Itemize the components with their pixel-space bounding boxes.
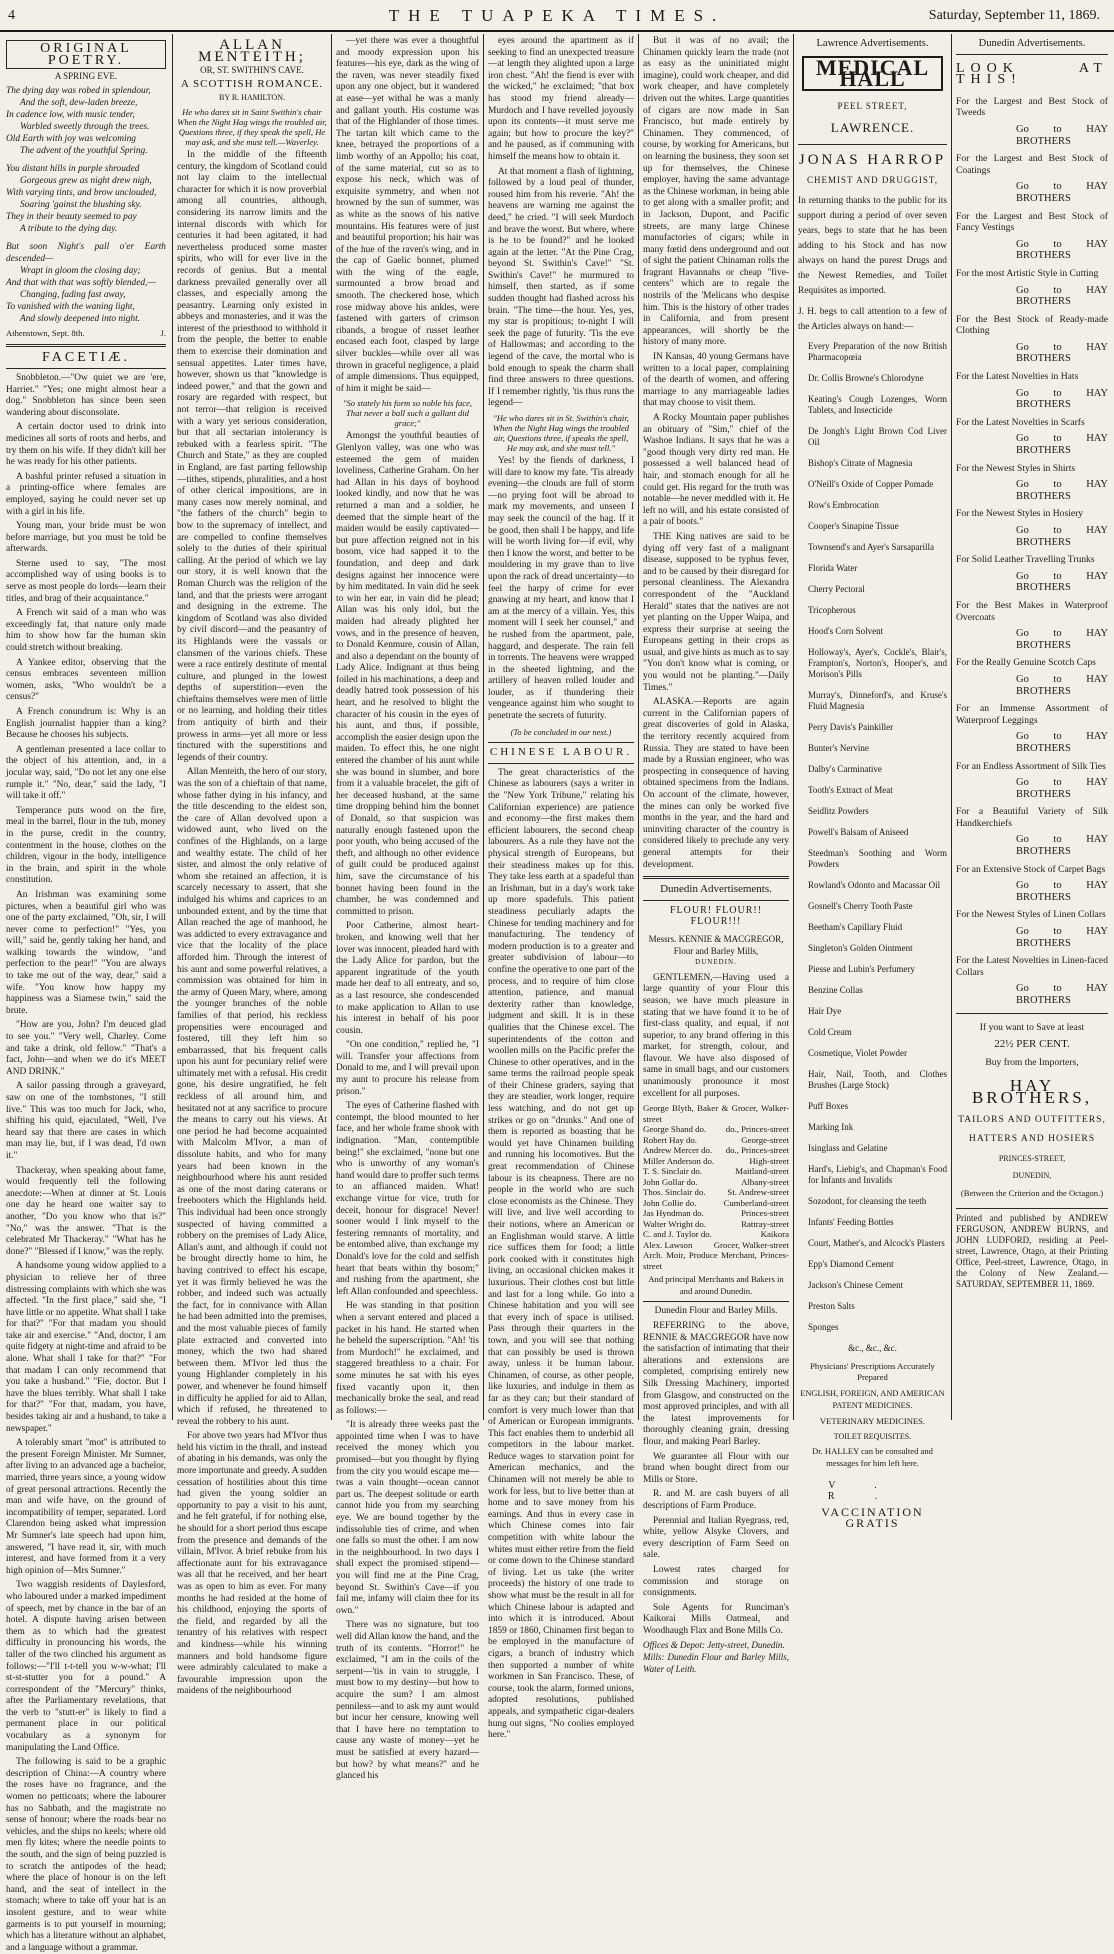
signer-row bbox=[643, 1177, 789, 1188]
referring-text: REFERRING to the above, RENNIE & MACGREGOR have now the satisfaction of intimating that their alterations and extensions are completed, comprising entirely new Silk Dressing Machinery, imported from Glasgow, and constructed on the most approved principles, and with all the latest improvements for thoroughly cleaning grain, dressing flour, and making Pearl Barley. bbox=[643, 1321, 789, 1447]
article-paragraph: Yes! by the fiends of darkness, I will dare to know my fate. 'Tis already evening—the clouds are full of storm—no prying foot will be abroad to mark my movements, and unseen I may seek the council of the hag. If it be good, then shall I be happy, and life will be worth living for—if evil, why then I know the worst, and better to be mouldering in my grave than to live upon the rack of dread uncertainty—to feel the harpy of crime for ever gnawing at my heart, and know that I am at the mercy of a villain. Yes, this moment will I seek her counsel," and he rushed from the apartment, pale, haggard, and desperate. The rain fell in torrents. The heavens were wrapped in the sheeted lightning, and the artillery of heaven rolled louder and louder, as if thundering their vengeance against him who sought to penetrate the secrets of futurity. bbox=[488, 456, 634, 722]
principal-merchants: And principal Merchants and Bakers in and around Dunedin. bbox=[648, 1274, 784, 1296]
story-kind: A SCOTTISH ROMANCE. bbox=[180, 77, 324, 90]
medicine-item: Beetham's Capillary Fluid bbox=[808, 922, 903, 933]
toilet-requisites: TOILET REQUISITES. bbox=[833, 1431, 912, 1441]
article-paragraph: Allan Menteith, the hero of our story, was the son of a chieftain of that name, whose father dying in his infancy, and the title descending to the eldest son, the care of Allan devolved upon a widowed aunt, who lived on the confines of the Highlands, on a large and wealthy estate. The child of her sister, and almost the only relative of whom she retained an affection, it is scarcely necessary to assert, that she indulged his whims and caprices to an unbounded extent, and by the time that Allan reached the age of manhood, he was addicted to every extravagance and vice that the locality of the place afforded him. Through the interest of his aunt and some powerful relatives, a commission was obtained for him in the army of Queen Mary, where, among the younger branches of the noble families of that period, his reckless propensities were encouraged and fostered, till they left him so embarrassed, that his frequent calls upon his aunt for pecuniary relief were ultimately met with a refusal. His credit gone, his desire ungratified, he felt reckless of all around him, and hesitated not at any sacrifice to procure the means to carry out his views. At one period he had become acquainted with Malcolm M'Ivor, a man of dissolute habits, and who for many years had been known in the neighbourhood where his aunt resided as one of the most daring caterans or freebooters which the Highlands held. This individual had been once strongly suspected of having committed a robbery on the premises of Lady Alice, Allan's aunt, and although if could not be brought directly home to him, he having contrived to effect his escape, yet it was firmly believed he was the robber, and indeed such was actually the fact, for in connivance with Allan he had been admitted into the premises, and the most valuable pieces of family plate extracted and converted into money, which the two had shared between them. M'Ivor led thus the young Highlander completely in his power, and whenever he found himself in difficulty he applied for aid to Allan, which if refused, he threatened to reveal the robbery to his aunt. bbox=[177, 767, 327, 1427]
article-paragraph: Two waggish residents of Daylesford, who laboured under a marked impediment of speech, met by chance in the bar of an hotel. A dispute having arisen between them as to which had the greatest difficulty in pronouncing his words, the taller of the two clinched his argument as follows:—"I'll t-t-tell you w-w-what; I'll st-st-stutter you for a pound." A correspondent of the "Mercury" thinks, after the Parliamentary revelations, that the verb to "stutt-er" is likely to find a permanent place in our political vocabulary as a synonym for manipulating the Land Office. bbox=[6, 1580, 166, 1753]
hay-item-text: For the Best Stock of Ready-made Clothing bbox=[956, 313, 1108, 337]
poem-signature bbox=[6, 328, 166, 340]
hay-item-text: For the Newest Styles in Hosiery bbox=[956, 508, 1084, 520]
hay-item-text: For a Beautiful Variety of Silk Handkerchiefs bbox=[956, 806, 1108, 829]
rates-text: Lowest rates charged for commission and storage on consignments. bbox=[643, 1564, 789, 1599]
signer-street: do., Princes-street bbox=[725, 1124, 789, 1135]
medicine-item: O'Neill's Oxide of Copper Pomade bbox=[808, 479, 934, 490]
flour-headline: FLOUR! FLOUR!! FLOUR!!! bbox=[669, 904, 763, 928]
medicine-item: Cooper's Sinapine Tissue bbox=[808, 521, 899, 532]
hay-go-line: Go to HAY BROTHERS bbox=[1016, 181, 1108, 204]
doctor-note: Dr. HALLEY can be consulted and messages for him left here. bbox=[812, 1446, 933, 1468]
article-paragraph: A bashful printer refused a situation in a printing-office where females are employed, saying he could never set up with a girl in his life. bbox=[6, 471, 166, 517]
poem-line: Changing, fading fast away, bbox=[20, 289, 126, 300]
column-story-chinese-labour bbox=[488, 36, 634, 1741]
article-paragraph: There was no signature, but too well did Allan know the hand, and the truth of its contents. "Horror!" he exclaimed, "I am in the coils of the serpent—'tis in vain to struggle, I must bow to my destiny—but how to acquire the sum? I am almost penniless—and to ask my aunt would but incur her censure, knowing well that I have here no temptation to cause any waste of money—yet he must be satisfied at every hazard—but how? by what means?" and he glanced his bbox=[336, 1620, 479, 1782]
hay-item bbox=[956, 417, 1108, 457]
hay-item bbox=[956, 703, 1108, 754]
hay-item bbox=[956, 600, 1108, 651]
medicine-item: Cold Cream bbox=[808, 1027, 852, 1038]
column-news-dunedin bbox=[643, 36, 789, 1674]
hay-item-text: For the Largest and Best Stock of Coatings bbox=[956, 153, 1108, 176]
medicine-item: Jackson's Chinese Cement bbox=[808, 1280, 904, 1291]
firm-city: DUNEDIN. bbox=[695, 958, 737, 967]
agents-text: Sole Agents for Runciman's Kaikorai Mills Oatmeal, and Woodhaugh Flax and Bone Mills Co. bbox=[643, 1602, 789, 1636]
shop-street: PEEL STREET, bbox=[837, 100, 908, 111]
column-rule bbox=[793, 34, 794, 1420]
article-paragraph: The great characteristics of the Chinese as labourers (says a writer in the "New York Tribune," relating his Californian experience) are patience and economy—the first makes them efficient labourers, the second cheap labourers. As a rule they have not the physical strength of Europeans, but their steadiness makes up for this. They take less earth at a spadeful than an Irishman, but in a day's work take up more spadefuls. This patient steadiness peculiarly adapts the Chinese for tending machinery and for manufacturing. The tendency of modern production is to a greater and greater subdivision of labour—to confine the operative to one part of the process, and to require of him close attention, patience, and manual dexterity rather than knowledge, judgment and skill. It is in these qualities that the Chinese excel. The superintendents of the cotton and woollen mills on the Pacific prefer the Chinese to other operatives, and in the same terms the railroad people speak of their Chinese graders, saying that they are steadier, work longer, require less watching, and do not get up strikes or go on "drunks." And one of them is reported as boasting that he would yet have Chinamen building and running his locomotives. But the great recommendation of Chinese labour is its cheapness. There are no people in the world who are such close economists as the Chinese. They will live, and live well according to their notions, where an American or an Englishman would starve. A little rice suffices them for food; a little pork cooked with it constitutes high living, an occasional chicken makes it luxurious. Their clothes cost but little and last for a long while. Go into a Chinese habitation and you will see that every inch of space is utilised. Pass through their quarters in the town, and you will see that nothing that can possibly be used is thrown away, unless it be human labour. Chinamen, of course, as other people, like luxuries, and indulge in them as far as they can; but their standard of comfort is very much lower than that of American or European immigrants. This fact enables them to underbid all competitors in the labour market. Reduce wages to starvation point for American mechanics, and the Chinamen will not merely be able to work for less, but to live better than at home and to save money from his earnings. And thus in every case in which Chinese comes into fair competition with white labour the whites must either retire from the field or come down to the Chinese standard of living. Let us take (the writer proceeds) the history of one trade to show what must be the result in all for which Chinese labour is adapted and into which it is introduced. About 1859 or 1860, Chinamen first began to be employed in the manufacture of cigars, a branch of industry which then supported a number of white workmen in San Francisco. These, of course, took the alarm, formed unions, adopted resolutions, published appeals, and sympathetic cigar-dealers hung out signs, "No coolies employed here." bbox=[488, 767, 634, 1741]
signer-name: Robert Hay do. bbox=[643, 1134, 697, 1145]
poem-line: With varying tints, and brow unclouded, bbox=[6, 187, 157, 198]
percent-line: 22½ PER CENT. bbox=[994, 1038, 1070, 1051]
signers-list bbox=[643, 1103, 789, 1271]
hay-go-line: Go to HAY BROTHERS bbox=[1016, 731, 1108, 754]
buy-line: Buy from the Importers, bbox=[985, 1056, 1079, 1068]
medicine-item: Dalby's Carminative bbox=[808, 764, 882, 775]
lawrence-ads-heading: Lawrence Advertisements. bbox=[816, 38, 929, 49]
article-paragraph: Snobbleton.—"Ow quiet we are 'ere, Harriet." "Yes; one might almost hear a dog." Snobbleton has since been seen wandering about disconsolate. bbox=[6, 372, 166, 418]
hay-item bbox=[956, 96, 1108, 147]
medicine-item: Steedman's Soothing and Worm Powders bbox=[808, 848, 947, 870]
divider bbox=[956, 54, 1108, 55]
divider bbox=[643, 876, 789, 879]
seed-text: Perennial and Italian Ryegrass, red, white, yellow Alsyke Clovers, and every description of Farm Seed on sale. bbox=[643, 1515, 789, 1561]
hay-item bbox=[956, 657, 1108, 697]
medicine-item: Florida Water bbox=[808, 563, 858, 574]
hay-item bbox=[956, 153, 1108, 204]
article-paragraph: IN Kansas, 40 young Germans have written to a local paper, complaining of the dearth of women, and offering marriage to any marriageable ladies that may choose to visit them. bbox=[643, 352, 789, 409]
signer-name: C. and J. Taylor do. bbox=[643, 1229, 712, 1240]
look-headline: LOOK AT THIS! bbox=[956, 60, 1108, 88]
article-paragraph: Poor Catherine, almost heart-broken, and knowing well that her lover was innocent, pleaded hard with the Lady Alice for pardon, but the apparent ingratitude of the youth made her deaf to all entreaty, and so, as a last resource, she condescended to make application to Allan to use his interest in behalf of his poor cousin. bbox=[336, 921, 479, 1036]
hay-item-text: For the Newest Styles of Linen Collars bbox=[956, 909, 1106, 921]
medicine-item: Row's Embrocation bbox=[808, 500, 879, 511]
etc-line: &c., &c., &c. bbox=[848, 1343, 897, 1354]
medicine-item: Hood's Corn Solvent bbox=[808, 626, 884, 637]
hay-item bbox=[956, 268, 1108, 308]
medicine-item: Holloway's, Ayer's, Cockle's, Blair's, Frampton's, Norton's, Hooper's, and Morison's Pills bbox=[808, 647, 947, 680]
story-subtitle: OR, ST. SWITHIN'S CAVE. bbox=[200, 65, 304, 76]
column-medical-hall bbox=[798, 36, 947, 1531]
legend-verse: "He who dares sit in St. Swithin's chair, When the Night Hag wings the troubled air, Questions three, if speaks the spell, He may ask, and she must tell." bbox=[492, 413, 630, 453]
hay-go-line: Go to HAY BROTHERS bbox=[1016, 880, 1108, 903]
medicine-item: Rowland's Odonto and Macassar Oil bbox=[808, 880, 941, 891]
poem-line: The dying day was robed in splendour, bbox=[6, 85, 151, 96]
office-address: Offices & Depot: Jetty-street, Dunedin. bbox=[643, 1640, 785, 1651]
poem-line: And slowly deepened into night. bbox=[20, 313, 141, 324]
hay-go-line: Go to HAY BROTHERS bbox=[1016, 433, 1108, 457]
hay-item bbox=[956, 371, 1108, 411]
medicine-item: Gosnell's Cherry Tooth Paste bbox=[808, 901, 913, 912]
article-paragraph: Thackeray, when speaking about fame, would frequently tell the following anecdote:—When at dinner at St. Louis one day he heard one waiter say to another, "Do you know who that is?" "No," was the answer. "That is the celebrated Mr Thackeray." "What has he done?" "Blessed if I know," was the reply. bbox=[6, 1165, 166, 1257]
signer-name: John Collie do. bbox=[643, 1197, 697, 1208]
hay-item-text: For the Latest Novelties in Scarfs bbox=[956, 416, 1085, 428]
printer-imprint: Printed and published by ANDREW FERGUSON, ANDREW BURNS, and JOHN LUDFORD, residing at Peel-street, Lawrence, Otago, at their Printing Office, Peel-street, Lawrence, Otago, in the Colony of New Zealand.— SATURDAY, SEPTEMBER 11, 1869. bbox=[956, 1208, 1108, 1290]
column-rule bbox=[951, 34, 952, 1420]
signer-row bbox=[643, 1198, 789, 1209]
article-paragraph: "How are you, John? I'm deuced glad to see you." "Very well, Charley. Come and take a drink, old fellow." "That's a fact, John—and when we do it's MEET AND DRINK." bbox=[6, 1020, 166, 1077]
poem-place: Athenstown, Sept. 8th. bbox=[6, 327, 85, 338]
story-motto: He who dares sit in Saint Swithin's chair When the Night Hag wings the troubled air, Questions three, if they speak the spell, He may ask, and she must tell.—Waverley. bbox=[177, 106, 327, 147]
story-verse: "So stately his form so noble his face, That never a ball such a gallant did grace;" bbox=[342, 398, 473, 429]
article-paragraph: Young man, your bride must be won before marriage, but you must be told be afterwards. bbox=[6, 521, 166, 555]
signer-street: Rattray-street bbox=[741, 1218, 789, 1229]
hay-go-line: Go to HAY BROTHERS bbox=[1016, 479, 1108, 502]
prescriptions-line: Physicians' Prescriptions Accurately Prepared bbox=[810, 1360, 935, 1383]
hay-item bbox=[956, 554, 1108, 594]
signer-street: Grocer, Walker-street bbox=[713, 1239, 789, 1250]
tailors-line: TAILORS AND OUTFITTERS, bbox=[958, 1113, 1106, 1125]
signer-name: Thos. Sinclair do. bbox=[643, 1187, 706, 1198]
medicine-item: Townsend's and Ayer's Sarsaparilla bbox=[808, 542, 935, 553]
signer-row bbox=[643, 1145, 789, 1156]
hay-item-text: For an Immense Assortment of Waterproof Leggings bbox=[956, 703, 1108, 726]
divider bbox=[798, 144, 947, 145]
divider bbox=[643, 900, 789, 901]
hay-item bbox=[956, 864, 1108, 904]
hay-item bbox=[956, 761, 1108, 801]
medicine-item: Dr. Collis Browne's Chlorodyne bbox=[808, 373, 924, 384]
hay-item bbox=[956, 909, 1108, 949]
poem-line: Warbled sweetly through the trees. bbox=[20, 121, 150, 132]
medicine-item: Tooth's Extract of Meat bbox=[808, 785, 893, 796]
cash-text: R. and M. are cash buyers of all descriptions of Farm Produce. bbox=[643, 1489, 789, 1511]
column-rule bbox=[331, 34, 332, 1420]
hay-go-line: Go to HAY BROTHERS bbox=[1016, 238, 1108, 262]
shop-town: LAWRENCE. bbox=[830, 120, 915, 136]
medicine-item: Keating's Cough Lozenges, Worm Tablets, and Insecticide bbox=[808, 394, 947, 416]
medical-hall-intro: In returning thanks to the public for its support during a period of over seven years, begs to state that he has been adding to his Stock and has now always on hand the purest Drugs and the Newest Remedies, and Toilet Requisites as imported. bbox=[798, 196, 947, 297]
medical-hall-banner: MEDICAL HALL bbox=[802, 56, 943, 91]
hay-item-text: For the Really Genuine Scotch Caps bbox=[956, 657, 1096, 669]
signer-street: High-street bbox=[749, 1155, 789, 1166]
signer-name: Jas Hyndman do. bbox=[643, 1208, 704, 1219]
signer-street: Kaikora bbox=[760, 1229, 789, 1240]
news-paragraphs bbox=[643, 36, 789, 871]
signer-row bbox=[643, 1187, 789, 1198]
column-rule bbox=[172, 34, 173, 1420]
column-rule bbox=[483, 34, 484, 1420]
medicine-item: Bunter's Nervine bbox=[808, 743, 869, 754]
section-heading-poetry: ORIGINAL POETRY. bbox=[6, 40, 166, 69]
signer-row bbox=[643, 1250, 789, 1271]
signer-name: John Gollar do. bbox=[643, 1176, 698, 1187]
article-paragraph: A French wit said of a man who was exceedingly fat, that nature only made him to show how far the human skin could stretch without breaking. bbox=[6, 608, 166, 654]
divider bbox=[6, 344, 166, 347]
medicine-item: Singleton's Golden Ointment bbox=[808, 943, 913, 954]
article-paragraph: THE King natives are said to be dying off very fast of a malignant disease, supposed to be typhus fever, and to be caused by their disregard for personal cleanliness. The Alexandra correspondent of the "Auckland Herald" states that the natives are not yet planting on the Upper Waipa, and express their surprise at seeing the Europeans getting in their crops as usual, and give hints as much as to say "You don't know what is coming, or you would not be planting."—Daily Times." bbox=[643, 531, 789, 693]
medicine-item: Seidlitz Powders bbox=[808, 806, 869, 817]
story-end-paragraphs bbox=[488, 36, 634, 723]
article-paragraph: "It is already three weeks past the appointed time when I was to have received the money which you promised—but you thought by flying from the city you would escape me—twas a vain thought—ocean cannot part us. The deepest solitude or earth cannot hide you from my searching eye. We are bound together by the indissoluble ties of crime, and when one falls so must the other. I am now in the neighbourhood. In two days I shall expect the promised stipend—you will find me at the Pine Crag, beyond St. Swithin's Cave—if you fail me, infamy will claim thee for its own." bbox=[336, 1420, 479, 1616]
hatters-line: HATTERS AND HOSIERS bbox=[968, 1133, 1096, 1145]
signer-name: Walter Wright do. bbox=[643, 1218, 707, 1229]
poem-line: And the soft, dew-laden breeze, bbox=[20, 97, 138, 108]
signer-street: Cumberland-street bbox=[723, 1197, 789, 1208]
story-continued-paragraphs bbox=[336, 36, 479, 1783]
medicine-item: Cosmetique, Violet Powder bbox=[808, 1048, 908, 1059]
signer-name: Andrew Mercer do. bbox=[643, 1145, 713, 1156]
article-paragraph: A handsome young widow applied to a physician to relieve her of three distressing complaints with which she was affected. "In the first place," said she, "I have little or no appetite. What shall I take for that?" "For that madam you should take air and exercise." "And, doctor, I am quite fidgety at night-time and afraid to be alone. What shall I take for that?" "For that madam I can only recommend that you take a husband." "Fie, doctor. But I have the blues terribly. What shall I take for that?" "For that, madam, you have, besides taking air and a husband, to take a newspaper." bbox=[6, 1261, 166, 1434]
hay-item bbox=[956, 314, 1108, 365]
signer-street: St. Andrew-street bbox=[727, 1187, 789, 1198]
medicine-item: Every Preparation of the now British Pharmacopœia bbox=[808, 341, 947, 363]
article-paragraph: eyes around the apartment as if seeking to find an unexpected treasure—at length they alighted upon a large iron chest. "Ah! the fiend is ever with the wicked," he exclaimed; "that box has stood my friend already—Murdoch and I have revelled joyously upon its contents—it must serve me again; but how to procure the key?" and he paused, as if communing with himself the means how to obtain it. bbox=[488, 36, 634, 162]
royal-cipher: V. R. bbox=[827, 1479, 918, 1503]
hay-item-text: For the Largest and Best Stock of Fancy Vestings bbox=[956, 210, 1108, 234]
article-paragraph: But it was of no avail; the Chinamen quickly learn the trade (not as easy as the uninitiated might imagine), could work cheaper, and did work cheaper, and have completely driven out the whites. Large quantities of cigars are now made in San Francisco, but made entirely by Chinamen. They commenced, of course, by working for Americans, but on learning the business, they soon set up for themselves, the Chinese employer, having the same advantage as the Chinese workman, in being able to get along with a smaller profit; and in Jackson, Dupont, and Pacific streets, are many large Chinese manufactories of cigars; while in many fœtid dens underground and out of sight the patient Chinaman rolls the fragrant Havannahs or cheap "five-centers" which are to regale the nostrils of the 'Melicans who despise him. This is the history of other trades in California, and from present appearances, will shortly be the history of many more. bbox=[643, 36, 789, 348]
hay-go-line: Go to HAY BROTHERS bbox=[1016, 983, 1108, 1006]
divider bbox=[488, 742, 634, 743]
article-paragraph: In the middle of the fifteenth century, the kingdom of Scotland could not lay claim to the intellectual character for which it is now proverbial among all countries, although, considering its narrow limits and the internal discords with which for centuries it had been agitated, it had nevertheless produced some master spirits, who will for ever live in the records of genius. But a mental darkness prevailed generally over all classes, and especially among the peasantry. Learning only existed in abbeys and monasteries, and it was the interest of the priesthood to withhold it from the people, the better to enable them to exercise their domination and sensual appetites. Later times have, however, shown us that "knowledge is indeed power," and that the gown and rosary are regarded with respect, but not terror—that religion is received with a wary yet serious consideration, but that all sectarian intolerancy is rebuked with a fearless spirit. "The Church and State," as they are coupled in England, are fast parting fellowship—tithes, stipends, pluralities, and a host of other clerical impositions, are in many cases now merely nominal, and "the fathers of the church" begin to bow to the supremacy of intellect, and are compelled to confine themselves solely to the duties of their spiritual calling. At the period of which we lay our story, it is well known that the Roman Church was the religion of the land, and that the priests were arrogant and designing in the extreme. The kingdom of Scotland was also divided by civil discord—and the peasantry of its Highlands were the vassals or clansmen of the various chiefs. These were a race entirely destitute of mental culture, and plunged in the lowest depths of superstition—even the chieftains themselves were men of little or no learning, and holding their titles from antiquity of birth and their prowess in arms—yet all more or less tinctured with the superstitions and legends of their country. bbox=[177, 149, 327, 763]
medical-hall-call: J. H. begs to call attention to a few of the Articles always on hand:— bbox=[798, 307, 947, 333]
poem-line: Wrapt in gloom the closing day; bbox=[20, 265, 141, 276]
chinese-labour-heading: CHINESE LABOUR. bbox=[489, 746, 633, 759]
hay-go-line: Go to HAY BROTHERS bbox=[1016, 525, 1108, 548]
signer-street: Albany-street bbox=[741, 1176, 789, 1187]
poem-line: The advent of the youthful Spring. bbox=[20, 145, 148, 156]
signer-row bbox=[643, 1135, 789, 1146]
story-author: BY R. HAMILTON. bbox=[219, 93, 285, 103]
article-paragraph: "On one condition," replied he, "I will. Transfer your affections from Donald to me, and I will prevail upon my aunt to procure his release from prison." bbox=[336, 1040, 479, 1097]
hay-item-text: For the most Artistic Style in Cutting bbox=[956, 267, 1099, 279]
article-paragraph: At that moment a flash of lightning, followed by a loud peal of thunder, roused him from his reverie. "Ah! the heavens are warning me against the deed," he cried. "I will seek Murdoch and brave the worst. But where, where is he to be found?" and he looked again at the letter. "At the Pine Crag, beyond St. Swithin's Cave!" "St. Swithin's Cave!" he murmured to himself, then started, as if some sudden thought had flashed across his brain. "The time—the hour. Yes, yes, my star is propitious; to-night I will seek the page of futurity. 'Tis the eve of Hallowmas; and according to the legend of the cave, the mortal who is bold enough to speak the charm shall find three answers to three questions. If I remember rightly, 'tis thus runs the legend— bbox=[488, 166, 634, 409]
mills-heading: Dunedin Flour and Barley Mills. bbox=[654, 1306, 778, 1317]
article-paragraph: —yet there was ever a thoughtful and moody expression upon his features—his eye, dark as the wing of the raven, was never steadily fixed upon any one object, but it wandered at ease—yet withal he was a manly and gallant youth. His costume was that of the Highlander of those times. The tartan kilt which came to the knee, betrayed the proportions of a limb worthy of an Appollo; his coat, of the same material, cut so as to expose his neck, which was of exquisite symmetry, and when not browned by the sun of summer, was as white as the snows of his native mountains. His features were of just and beautiful proportion; his hair was of the hue of the raven's wing, and in the cap of Gaelic bonnet, plumed with the wing of the eagle, surmounted a brow broad and smooth. The checkered hose, which rose midway above his ankles, were fastened with garters of crimson ribands, a brogue of russet leather encased each foot, clasped by large silver buckles—while over all was thrown in graceful negligence, a plaid of ample dimensions. Thus equipped, of him it might be said— bbox=[336, 36, 479, 394]
proprietor-trade: CHEMIST AND DRUGGIST, bbox=[807, 174, 938, 185]
patent-medicines: ENGLISH, FOREIGN, AND AMERICAN PATENT MEDICINES. bbox=[800, 1388, 945, 1410]
signer-row bbox=[643, 1156, 789, 1167]
section-heading-facetiae: FACETIÆ. bbox=[42, 350, 130, 366]
hay-brothers-list bbox=[956, 96, 1108, 1007]
signer-name: Arch. Moir, Produce Merchant, Princes-street bbox=[643, 1250, 789, 1271]
signer-row bbox=[643, 1240, 789, 1251]
mills-address: Mills: Dunedin Flour and Barley Mills, Water of Leith. bbox=[643, 1652, 789, 1674]
poem-line: A tribute to the dying day. bbox=[20, 223, 118, 234]
poem-line: But soon Night's pall o'er Earth descended— bbox=[6, 241, 166, 264]
article-paragraph: A Yankee editor, observing that the census embraces seventeen million women, asks, "Who wouldn't be a census?" bbox=[6, 657, 166, 703]
firm-business: Flour and Barley Mills, bbox=[673, 945, 759, 956]
guarantee-text: We guarantee all Flour with our brand when bought direct from our Mills or Store. bbox=[643, 1451, 789, 1485]
hay-item-text: For the Latest Novelties in Linen-faced Collars bbox=[956, 955, 1108, 978]
hay-item-text: For the Largest and Best Stock of Tweeds bbox=[956, 95, 1108, 119]
signer-name: George Shand do. bbox=[643, 1124, 707, 1135]
poem-line: In cadence low, with music tender, bbox=[6, 109, 135, 120]
poem-line: You distant hills in purple shrouded bbox=[6, 163, 140, 174]
column-story-continued bbox=[336, 36, 480, 1782]
hay-go-line: Go to HAY BROTHERS bbox=[1016, 123, 1108, 147]
hay-go-line: Go to HAY BROTHERS bbox=[1016, 341, 1108, 365]
hay-item bbox=[956, 463, 1108, 503]
medicine-item: Sozodont, for cleansing the teeth bbox=[808, 1196, 927, 1207]
hay-street: PRINCES-STREET, bbox=[998, 1153, 1066, 1163]
story-paragraphs bbox=[177, 150, 327, 1698]
hay-brothers-name: HAY BROTHERS, bbox=[971, 1076, 1093, 1107]
medicine-list bbox=[798, 341, 947, 1333]
signer-row bbox=[643, 1166, 789, 1177]
article-paragraph: Sterne used to say, "The most accomplished way of using books is to serve as most people do lords—learn their titles, and brag of their acquaintance." bbox=[6, 558, 166, 604]
medicine-item: Perry Davis's Painkiller bbox=[808, 722, 894, 733]
hay-item-text: For the Latest Novelties in Hats bbox=[956, 371, 1079, 383]
hay-location: (Between the Criterion and the Octagon.) bbox=[960, 1187, 1104, 1198]
article-paragraph: Amongst the youthful beauties of Glenlyon valley, was one who was esteemed the gem of maiden loveliness, Catherine Graham. On her had Allan in his days of boyhood looked kindly, and now that he was returned a man and a soldier, he deemed that the simple heart of the maiden would be easily captivated—but pure affection reigned not in his bosom, vice had sapped it to the foundation, and deep and dark designs against her innocence were by him meditated. In vain did he seek to win her ear, in vain did he plead; Allan was his only idol, but the maiden had already plighted her vows, and in the presence of heaven, to Donald Kenmure, cousin of Allan, and also a dependant on the bounty of Lady Alice. Indignant at thus being foiled in his machinations, a deep and deadly hatred took possession of his heart, and he resolved to blight the character of his cousin in the eyes of his aunt, and thus, if possible, accomplish the easier design upon the maiden. To effect this, he one night entered the chamber of his aunt while she was bound in slumber, and bore from it a valuable bracelet, the gift of her deceased husband, at the same time dropping behind him the bonnet of Donald, so that suspicion was naturally enough fastened upon the poor youth, who being accused of the theft, and although no other evidence of guilt could be produced against him, save the circumstance of his bonnet having been found in the chamber, he was condemned and committed to prison. bbox=[336, 431, 479, 917]
article-paragraph: The following is said to be a graphic description of China:—A country where the roses have no fragrance, and the women no petticoats; where the labourer has no Sabbath, and the magistrate no sense of honour; where the roads bear no vehicles, and the ships no keels; where old men fly kites; where the needle points to the south, and the sign of being puzzled is to scratch the antipodes of the head; where the place of honour is on the left hand, and the seat of intellect in the stomach; where to take off your hat is an insolent gesture, and to wear white garments is to put yourself in mourning; which has a literature without an alphabet, and a language without a grammar. bbox=[6, 1757, 166, 1953]
hay-item-text: For an Extensive Stock of Carpet Bags bbox=[956, 863, 1106, 875]
signer-name: Miller Anderson do. bbox=[643, 1155, 715, 1166]
poem-line: Old Earth with joy was welcoming bbox=[6, 133, 136, 144]
hay-go-line: Go to HAY BROTHERS bbox=[1016, 387, 1108, 411]
poem-line: To vanished with the waning light, bbox=[6, 301, 135, 312]
article-paragraph: ALASKA.—Reports are again current in the Californian papers of great discoveries of gold in Alaska, the territory recently acquired from Russia. They are stated to have been made by a Russian engineer, who was prospecting in consequence of having obtained specimens from the Indians. On account of the climate, however, the mines can only be worked five months in the year, and the hard and uninviting character of the country is considered likely to preclude any very general attempts for their development. bbox=[643, 697, 789, 870]
poem-line: And that with that was softly blended,— bbox=[6, 277, 156, 288]
signer-row bbox=[643, 1219, 789, 1230]
facetiae-paragraphs bbox=[6, 373, 166, 1954]
column-poetry-facetiae bbox=[6, 36, 166, 1953]
hay-city: DUNEDIN, bbox=[1012, 1171, 1052, 1181]
page-number: 4 bbox=[8, 8, 15, 23]
firm-name: Messrs. KENNIE & MACGREGOR, bbox=[648, 933, 784, 944]
signer-row bbox=[643, 1103, 789, 1124]
medicine-item: Piesse and Lubin's Perfumery bbox=[808, 964, 915, 975]
divider bbox=[956, 1013, 1108, 1014]
medicine-item: Tricopherous bbox=[808, 605, 856, 616]
medicine-item: Preston Salts bbox=[808, 1301, 855, 1312]
medicine-item: Marking Ink bbox=[808, 1122, 854, 1133]
medicine-item: Bishop's Citrate of Magnesia bbox=[808, 458, 913, 469]
hay-go-line: Go to HAY BROTHERS bbox=[1016, 926, 1108, 949]
medicine-item: Murray's, Dinneford's, and Kruse's Fluid Magnesia bbox=[808, 690, 947, 712]
medicine-item: Hair Dye bbox=[808, 1006, 842, 1017]
veterinary-medicines: VETERINARY MEDICINES. bbox=[819, 1416, 926, 1427]
hay-item-text: For the Best Makes in Waterproof Overcoats bbox=[956, 599, 1108, 623]
article-paragraph: He was standing in that position when a servant entered and placed a packet in his hand. He started when he beheld the superscription. "Ah! 'tis from Murdoch!" he exclaimed, and staggered breathless to a chair. For some minutes he sat with his eyes fixed vacantly upon it, then mechanically broke the seal, and read as follows:— bbox=[336, 1301, 479, 1416]
article-paragraph: A sailor passing through a graveyard, saw on one of the tombstones, "I still live." This was too much for Jack, who, shifting his quid, ejaculated, "Well, I've heard say that there are cases in which man may lie, but, if I was dead, I'd own it." bbox=[6, 1081, 166, 1161]
dunedin-ads-heading-2: Dunedin Advertisements. bbox=[978, 38, 1086, 49]
article-paragraph: A French conundrum is: Why is an English journalist happier than a king? Because he chooses his subjects. bbox=[6, 707, 166, 741]
article-paragraph: An Irishman was examining some pictures, when a beautiful girl who was one of the party exclaimed, "Oh, sir, I will never come to perfection!" "Yes, you will," said he, gently taking her hand, and walking towards the window, "and perfection to the pear!" "You are always to take me out of the way, dear," said a wife. "You know how happy my happiness was a Siamese twin," said the brute. bbox=[6, 889, 166, 1016]
hay-go-line: Go to HAY BROTHERS bbox=[1016, 673, 1108, 697]
hay-go-line: Go to HAY BROTHERS bbox=[1016, 834, 1108, 858]
issue-date: Saturday, September 11, 1869. bbox=[928, 8, 1100, 23]
poem-line: They in their beauty seemed to pay bbox=[6, 211, 137, 222]
hay-item bbox=[956, 806, 1108, 857]
signer-street: do., Princes-street bbox=[725, 1145, 789, 1156]
hay-item bbox=[956, 955, 1108, 1006]
story-title: ALLAN MENTEITH; bbox=[198, 37, 306, 65]
article-paragraph: A certain doctor used to drink into medicines all sorts of roots and herbs, and try them on his wife. If they didn't kill her he was ready for his other patients. bbox=[6, 422, 166, 468]
article-paragraph: A gentleman presented a lace collar to the object of his attention, and, in a jocular way, said, "Do not let any one else rumple it." "No, dear," said the lady, "I will take it off." bbox=[6, 744, 166, 802]
article-paragraph: A Rocky Mountain paper publishes an obituary of "Sim," chief of the Washoe Indians. It says that he was a "good though very dirty red man. He possessed a well balanced head of hair, and stomach enough for all he could get. His regard for the truth was notable—he never meddled with it. He left no will, and his estate consisted of a pair of boots." bbox=[643, 413, 789, 528]
hay-item-text: For Solid Leather Travelling Trunks bbox=[956, 554, 1095, 566]
hay-item bbox=[956, 508, 1108, 548]
medicine-item: Hard's, Liebig's, and Chapman's Food for Infants and Invalids bbox=[808, 1164, 947, 1186]
divider bbox=[6, 368, 166, 369]
hay-item-text: For an Endless Assortment of Silk Ties bbox=[956, 760, 1106, 772]
proprietor-name: JONAS HARROP bbox=[798, 151, 947, 168]
medicine-item: Cherry Pectoral bbox=[808, 584, 865, 595]
to-be-concluded: (To be concluded in our next.) bbox=[510, 727, 612, 737]
signer-row bbox=[643, 1208, 789, 1219]
poem bbox=[6, 85, 166, 325]
vaccination-notice: VACCINATION GRATIS bbox=[821, 1504, 924, 1531]
medicine-item: Hair, Nail, Tooth, and Clothes Brushes (Large Stock) bbox=[808, 1069, 947, 1091]
medicine-item: Puff Boxes bbox=[808, 1101, 849, 1112]
medicine-item: Benzine Collas bbox=[808, 985, 863, 996]
divider bbox=[488, 763, 634, 764]
signer-street: George-street bbox=[741, 1134, 789, 1145]
hay-go-line: Go to HAY BROTHERS bbox=[1016, 777, 1108, 800]
hay-item bbox=[956, 211, 1108, 262]
article-paragraph: A tolerably smart "mot" is attributed to the present Foreign Minister. Mr Sumner, after living to an advanced age a bachelor, married, three years since, a young widow of great personal attractions. Recently the man and wife have, on the ground of incompatibility of temper, separated. Lord Clarendon being asked what impression Mr Sumner's late speech had upon him, answered, "I have read it, sir, with much interest, and have formed from it a very high opinion of—Mrs Sumner." bbox=[6, 1438, 166, 1576]
poem-line: Soaring 'gainst the blushing sky. bbox=[20, 199, 142, 210]
article-paragraph: Temperance puts wood on the fire, meal in the barrel, flour in the tub, money in the purse, credit in the country, contentment in the house, clothes on the children, vigour in the body, intelligence in the brain, and spirit in the whole constitution. bbox=[6, 805, 166, 886]
dunedin-ads-heading: Dunedin Advertisements. bbox=[660, 883, 772, 896]
chinese-labour-paragraphs bbox=[488, 768, 634, 1742]
testimonial-text: GENTLEMEN,—Having used a large quantity of your Flour this season, we have much pleasure in stating that we have found it to be of first-class quality, and equal, if not superior, to any brand offering in this market, for strength, colour, and flavour. We have also disposed of same in small bags, and our customers unanimously pronounce it most excellent for all purposes. bbox=[643, 972, 789, 1099]
medicine-item: Sponges bbox=[808, 1322, 839, 1333]
newspaper-title: THE TUAPEKA TIMES. bbox=[388, 6, 726, 25]
medicine-item: Epp's Diamond Cement bbox=[808, 1259, 894, 1270]
signer-name: George Blyth, Baker & Grocer, Walker-street bbox=[643, 1103, 789, 1124]
hay-item-text: For the Newest Styles in Shirts bbox=[956, 462, 1076, 474]
medicine-item: Isinglass and Gelatine bbox=[808, 1143, 888, 1154]
medicine-item: Court, Mather's, and Alcock's Plasters bbox=[808, 1238, 945, 1249]
article-paragraph: The eyes of Catherine flashed with contempt, the blood mounted to her face, and her whole frame shook with indignation. "Man, contemptible being!" she exclaimed, "none but one who is unworthy of any woman's hand would dare to proffer such terms to an affianced maiden. What! exchange virtue for vice, truth for deceit, honour for disgrace! Never! sooner would I link myself to the festering remnants of mortality, and be entombed alive, than exchange my Donald's love for the cold and selfish heart that beats within thy bosom;" and rushing from the apartment, she left Allan confounded and speechless. bbox=[336, 1101, 480, 1297]
signer-street: Maitland-street bbox=[735, 1166, 789, 1177]
signer-row bbox=[643, 1229, 789, 1240]
signer-name: T. S. Sinclair do. bbox=[643, 1166, 702, 1177]
divider bbox=[643, 1301, 789, 1302]
article-paragraph: For above two years had M'Ivor thus held his victim in the thrall, and instead of abating in his demands, was only the more importunate and greedy. A sudden cessation of hostilities about this time had given the young soldier an opportunity to pay a visit to his aunt, and he felt grateful, if for nothing else, he should for a short period thus escape from the presence and demands of the villain, M'Ivor. A brief rebuke from his affectionate aunt for his extravagance was all that he received, and her heart was as open to him as ever. For many months he had resided at the home of his childhood, enjoying the sports of the field, and regarded by all the tenantry of his relatives with respect and kindness—while his winning manners and bold handsome figure were admirably calculated to make a favourable impression upon the maidens of the neighbourhood bbox=[177, 1431, 327, 1697]
masthead bbox=[0, 0, 1114, 32]
hay-go-line: Go to HAY BROTHERS bbox=[1016, 284, 1108, 308]
hay-go-line: Go to HAY BROTHERS bbox=[1016, 628, 1108, 651]
poem-line: Gorgeous grew as night drew nigh, bbox=[20, 175, 152, 186]
hay-go-line: Go to HAY BROTHERS bbox=[1016, 570, 1108, 594]
medicine-item: De Jongh's Light Brown Cod Liver Oil bbox=[808, 426, 947, 448]
signer-name: Alex. Lawson bbox=[643, 1239, 693, 1250]
medicine-item: Powell's Balsam of Aniseed bbox=[808, 827, 909, 838]
column-hay-brothers bbox=[956, 36, 1108, 1418]
poem-author: J. bbox=[160, 327, 166, 338]
poem-title: A SPRING EVE. bbox=[54, 71, 118, 82]
signer-row bbox=[643, 1124, 789, 1135]
column-rule bbox=[638, 34, 639, 1420]
medicine-item: Infants' Feeding Bottles bbox=[808, 1217, 894, 1228]
column-allan-menteith bbox=[177, 36, 327, 1697]
save-line: If you want to Save at least bbox=[979, 1021, 1085, 1033]
signer-street: Princes-street bbox=[741, 1208, 789, 1219]
